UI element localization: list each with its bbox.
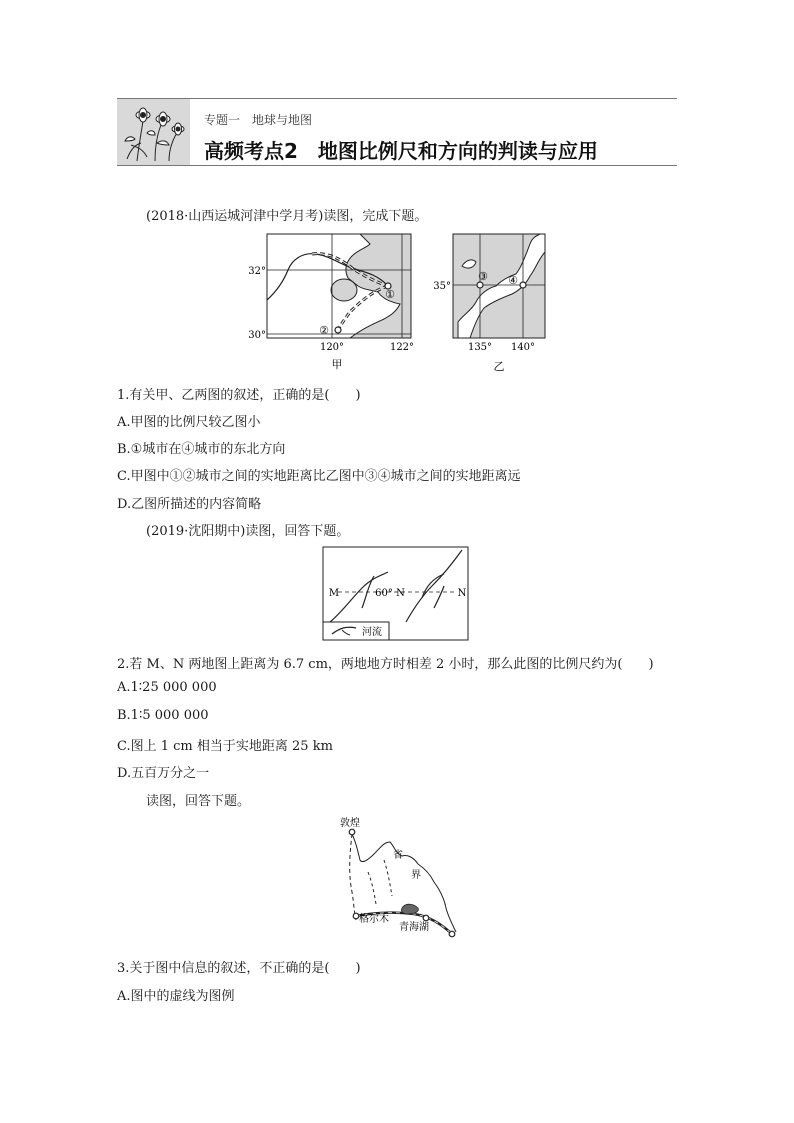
yi-lat: 35°	[433, 281, 451, 292]
q1-option-b: B.①城市在④城市的东北方向	[117, 442, 286, 457]
q3-stem: 3.关于图中信息的叙述，不正确的是( )	[117, 961, 361, 976]
qinghai-lake-shape	[401, 904, 418, 914]
q1-stem: 1.有关甲、乙两图的叙述，正确的是( )	[117, 388, 361, 403]
flower-logo	[117, 99, 190, 165]
q2-option-c: C.图上 1 cm 相当于实地距离 25 km	[117, 739, 333, 754]
jia-lat-bottom: 30°	[248, 330, 266, 341]
dunhuang-marker	[349, 829, 355, 835]
geermu-label: 格尔木	[359, 914, 389, 925]
q2-option-b: B.1∶5 000 000	[117, 708, 209, 723]
sheng-label: 省	[393, 850, 403, 861]
map-jia	[248, 234, 414, 371]
flower-icon	[117, 99, 190, 165]
q2-stem: 2.若 M、N 两地图上距离为 6.7 cm，两地地方时相差 2 小时，那么此图的比例尺约为( )	[117, 657, 654, 672]
q2-option-d: D.五百万分之一	[117, 766, 210, 781]
jia-caption: 甲	[331, 358, 343, 371]
city-2-marker	[335, 327, 341, 333]
lanzhou-marker	[449, 931, 455, 937]
point-m-label: M	[328, 588, 340, 599]
q1-option-c: C.甲图中①②城市之间的实地距离比乙图中③④城市之间的实地距离远	[117, 469, 521, 484]
yi-caption: 乙	[493, 360, 505, 373]
intro-1: (2018·山西运城河津中学月考)读图，完成下题。	[146, 209, 428, 224]
jia-lon-left: 120°	[319, 342, 345, 353]
jia-lon-right: 122°	[389, 342, 415, 353]
point-n-label: N	[457, 588, 467, 599]
city-4-marker	[520, 282, 526, 288]
city-2-label: ②	[319, 324, 329, 337]
lat-60n-label: 60° N	[375, 588, 405, 599]
q1-option-a: A.甲图的比例尺较乙图小	[117, 415, 261, 430]
qinghaihu-label: 青海湖	[399, 922, 429, 933]
chapter-subtitle: 专题一 地球与地图	[204, 113, 313, 127]
city-1-label: ①	[385, 288, 395, 301]
map-qinghai	[328, 812, 464, 944]
intro-3: 读图，回答下题。	[146, 794, 251, 809]
yi-lon-right: 140°	[510, 342, 536, 353]
yi-lon-left: 135°	[467, 342, 493, 353]
jie-label: 界	[411, 870, 421, 881]
header-top-rule	[117, 98, 677, 99]
map-yi	[433, 234, 545, 373]
dunhuang-label: 敦煌	[340, 818, 360, 829]
map-m-n	[322, 546, 470, 642]
xining-marker	[423, 915, 429, 921]
jia-lat-top: 32°	[248, 266, 266, 277]
geermu-marker	[353, 913, 359, 919]
legend-label: 河流	[362, 627, 382, 638]
q1-option-d: D.乙图所描述的内容简略	[117, 497, 262, 512]
intro-2: (2019·沈阳期中)读图，回答下题。	[146, 524, 350, 539]
map-jia-yi	[240, 228, 560, 374]
header-bottom-rule	[117, 165, 677, 166]
city-4-label: ④	[508, 274, 518, 287]
q3-option-a: A.图中的虚线为图例	[117, 989, 235, 1004]
page-title: 高频考点2 地图比例尺和方向的判读与应用	[204, 139, 598, 163]
q2-option-a: A.1∶25 000 000	[117, 680, 217, 695]
city-3-label: ③	[478, 270, 488, 283]
